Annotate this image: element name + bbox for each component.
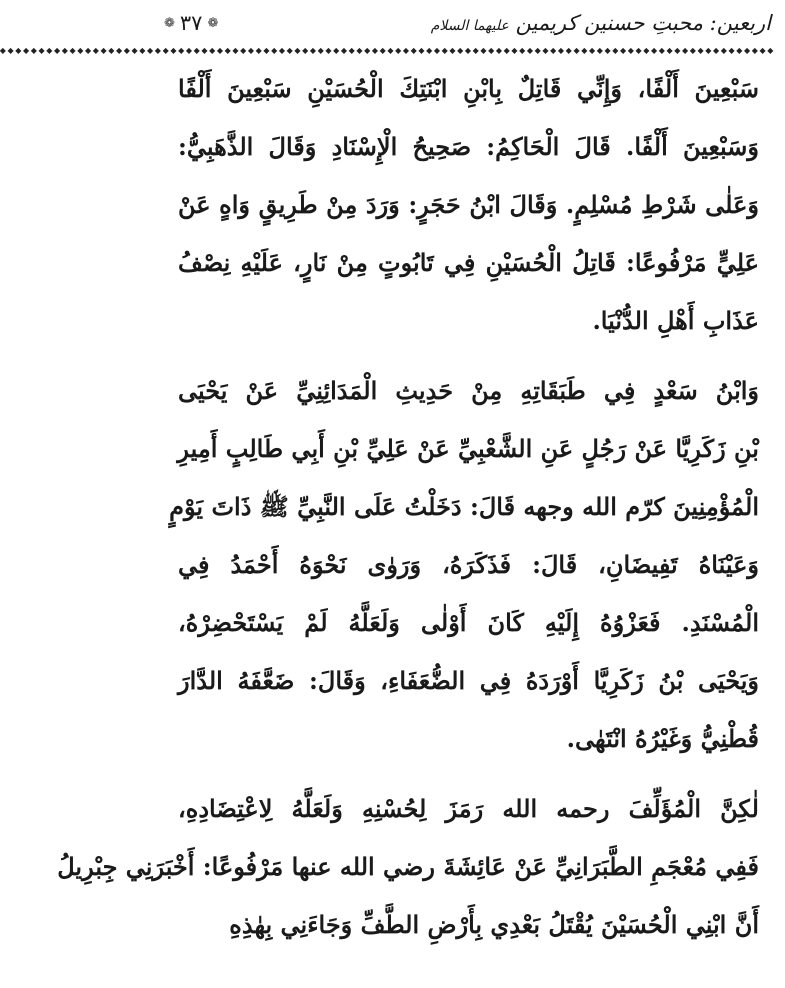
ornament-right-icon: ❁ [207,15,219,31]
text-line: عَذَابِ أَهْلِ الدُّنْيَا. [592,306,759,335]
page-header [164,4,771,42]
text-line: وَعَلٰى شَرْطِ مُسْلِمٍ. وَقَالَ ابْنُ حَجَرٍ: وَرَدَ مِنْ طَرِيقٍ وَاهٍ عَنْ [178,190,759,219]
page-number-box [164,11,218,35]
text-line: الْمُسْنَدِ. فَعَزْوُهُ إِلَيْهِ كَانَ أَوْلٰى وَلَعَلَّهُ لَمْ يَسْتَحْضِرْهُ، [178,608,759,637]
text-line: لٰكِنَّ الْمُؤَلِّفَ رحمه الله رَمَزَ لِحُسْنِهِ وَلَعَلَّهُ لِاعْتِضَادِهِ، [178,794,759,823]
text-line: الْمُؤْمِنِينَ كرّم الله وجهه قَالَ: دَخَلْتُ عَلَى النَّبِيِّ ﷺ ذَاتَ يَوْمٍ [169,492,759,521]
text-line: وَسَبْعِينَ أَلْفًا. قَالَ الْحَاكِمُ: صَحِيحُ الْإِسْنَادِ وَقَالَ الذَّهَبِيُّ: [178,132,759,161]
text-line: أَنَّ ابْنِي الْحُسَيْنَ يُقْتَلُ بَعْدِي بِأَرْضِ الطَّفِّ وَجَاءَنِي بِهٰذِهِ [229,910,759,939]
ornament-left-icon: ❁ [164,15,175,31]
text-line: وَابْنُ سَعْدٍ فِي طَبَقَاتِهِ مِنْ حَدِيثِ الْمَدَائِنِيِّ عَنْ يَحْيَى [178,376,759,405]
text-line: بْنِ زَكَرِيَّا عَنْ رَجُلٍ عَنِ الشَّعْبِيِّ عَنْ عَلِيِّ بْنِ أَبِي طَالِبٍ أَمِيرِ [177,434,759,463]
paragraph-gap [178,768,759,780]
page-number: ٣٧ [179,11,203,35]
header-divider: ◆◆◆◆◆◆◆◆◆◆◆◆◆◆◆◆◆◆◆◆◆◆◆◆◆◆◆◆◆◆◆◆◆◆◆◆◆◆◆◆◆◆◆◆◆◆◆◆◆◆◆◆◆◆◆◆◆◆◆◆◆◆◆◆◆◆◆◆◆◆◆◆◆◆◆◆◆◆◆◆◆◆◆◆◆◆◆◆◆◆◆◆◆◆◆◆◆◆◆◆ [0,46,775,55]
running-title [431,11,771,35]
text-line: وَعَيْنَاهُ تَفِيضَانِ، قَالَ: فَذَكَرَهُ، وَرَوٰى نَحْوَهُ أَحْمَدُ فِي [178,550,759,579]
text-line: عَلِيٍّ مَرْفُوعًا: قَاتِلُ الْحُسَيْنِ فِي تَابُوتٍ مِنْ نَارٍ، عَلَيْهِ نِصْفُ [178,248,759,277]
text-line: فَفِي مُعْجَمِ الطَّبَرَانِيِّ عَنْ عَائِشَةَ رضي الله عنها مَرْفُوعًا: أَخْبَرَنِي جِبْرِيلُ [57,852,759,881]
running-title-text: اربعین: محبتِ حسنین کریمین [515,11,771,35]
body-text [57,60,759,954]
paragraph-gap [178,350,759,362]
text-line: سَبْعِينَ أَلْفًا، وَإِنِّي قَاتِلٌ بِابْنِ ابْنَتِكَ الْحُسَيْنِ سَبْعِينَ أَلْفًا [178,74,759,103]
text-line: قُطْنِيُّ وَغَيْرُهُ انْتَهٰى. [566,724,759,753]
honorific-glyph: عليهما السلام [430,18,509,34]
text-line: وَيَحْيَى بْنُ زَكَرِيَّا أَوْرَدَهُ فِي الضُّعَفَاءِ، وَقَالَ: ضَعَّفَهُ الدَّارَ [178,666,759,695]
